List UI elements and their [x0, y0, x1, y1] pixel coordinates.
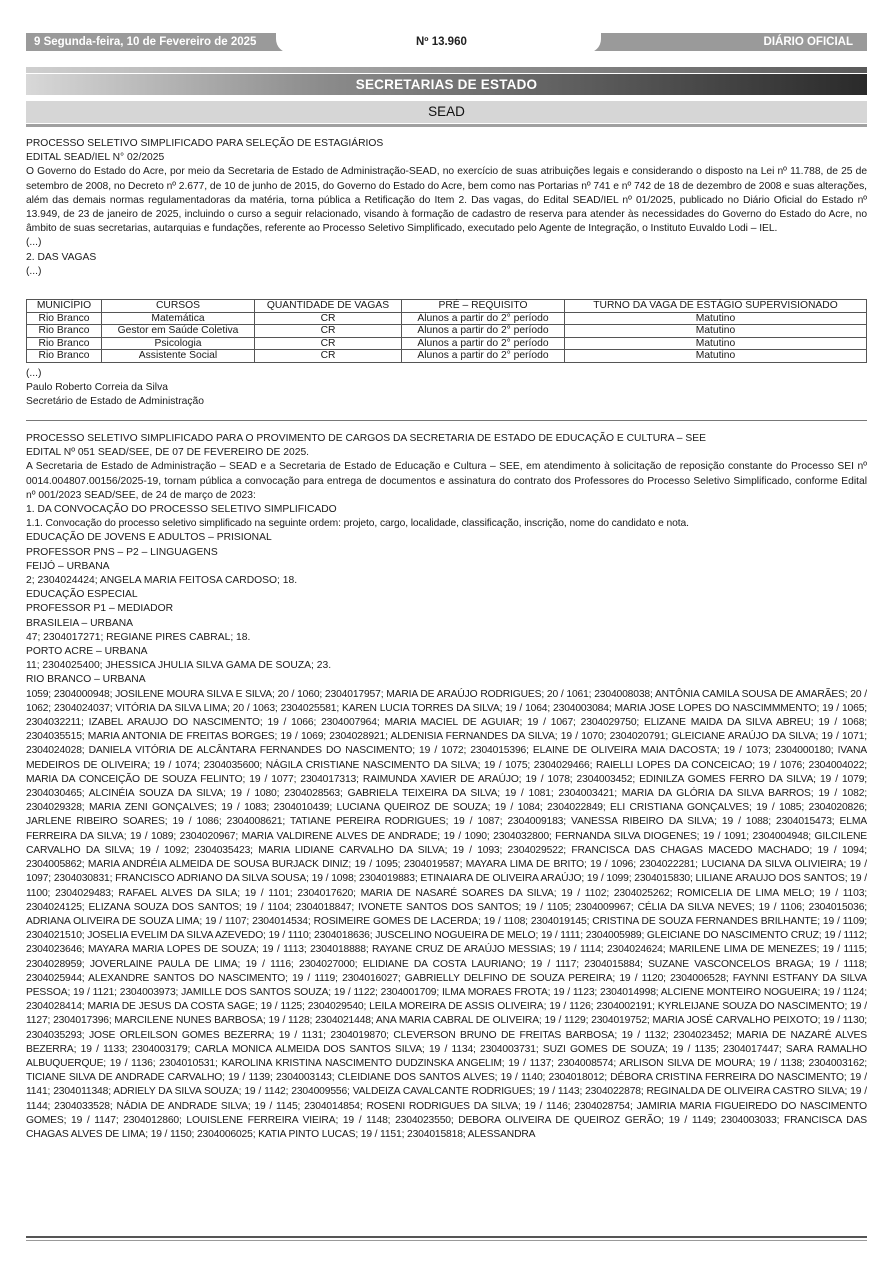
- table-cell: CR: [255, 350, 402, 363]
- vagas-table: [26, 299, 867, 363]
- doc2-line: PORTO ACRE – URBANA: [26, 646, 148, 658]
- doc1-title: PROCESSO SELETIVO SIMPLIFICADO PARA SELEÇÃO DE ESTAGIÁRIOS: [26, 138, 384, 149]
- table-header-cell: PRÉ – REQUISITO: [402, 300, 565, 313]
- header-journal-name: DIÁRIO OFICIAL: [763, 36, 853, 48]
- doc2-line: BRASILEIA – URBANA: [26, 617, 134, 629]
- table-header-cell: CURSOS: [102, 300, 255, 313]
- section-divider: [26, 124, 867, 127]
- doc1-ellipsis: (...): [26, 368, 42, 379]
- doc2-line: 1. DA CONVOCAÇÃO DO PROCESSO SELETIVO SIMPLIFICADO: [26, 504, 337, 516]
- table-cell: Rio Branco: [27, 337, 102, 350]
- doc1-paragraph: O Governo do Estado do Acre, por meio da Secretaria de Estado de Administração-SEAD, no exercício de suas atribuições legais e considerando o disposto na Lei nº 11.788, de 25 de setembro de 2008, no Decreto nº 2.677, de 10 de junho de 2015, do Governo do Estado do Acre, bem como nas Portarias nº 741 e nº 742 de 18 de dezembro de 2008 e suas alterações, além das demais normas regulamentadoras da matéria, torna pública a Retificação do Item 2. Das vagas, do Edital SEAD/IEL nº 01/2025, publicado no Diário Oficial do Estado nº 13.949, de 23 de janeiro de 2025, incluindo o curso a seguir relacionado, visando à formação de cadastro de reserva para atender às necessidades do Governo do Estado do Acre, no âmbito de suas secretarias, autarquias e fundações, referente ao Processo Seletivo Simplificado, executado pelo Agente de Integração, o Instituto Euvaldo Lodi – IEL.: [26, 166, 867, 235]
- table-cell: Matutino: [565, 350, 867, 363]
- section-title-band: [26, 74, 867, 95]
- candidate-list: 1059; 2304000948; JOSILENE MOURA SILVA E SILVA; 20 / 1060; 2304017957; MARIA DE ARAÚJO RODRIGUES; 20 / 1061; 2304008038; ANTÔNIA CAMILA SOUSA DE AMARÃES; 20 / 1062; 2304024037; VITÓRIA DA SILVA LIMA; 20 / 1063; 2304025581; KAREN LUCIA TORRES DA SILVA; 19 / 1064; 2304003084; MARIA JOSE LOPES DO NASCIMMMENTO; 19 / 1065; 2304032211; IZABEL ARAUJO DO NASCIMENTO; 19 / 1066; 2304007964; MARIA MACIEL DE AGUIAR; 19 / 1067; 2304029750; ELIZANE MAIDA DA SILVA ABREU; 19 / 1068; 2304035515; MARIA ANTONIA DE FREITAS BORGES; 19 / 1069; 2304028921; ALDENISIA FERNANDES DA SILVA; 19 / 1070; 2304020791; GLEICIANE ARAÚJO DA SILVA; 19 / 1071; 2304024028; DANIELA VITÓRIA DE ALCÂNTARA FERNANDES DO NASCIMENTO; 19 / 1072; 2304015396; ELAINE DE OLIVEIRA MAIA DACOSTA; 19 / 1073; 2304000180; IVANA MEDEIROS DE OLIVEIRA; 19 / 1074; 2304035600; NÁGILA CRISTIANE NASCIMENTO DA SILVA; 19 / 1075; 2304029466; RAIELLI LOPES DA CONCEICAO; 19 / 1076; 2304004022; MARIA DA CONCEIÇÃO DE SOUZA FELINTO; 19 / 1077; 2304017313; RAIMUNDA XAVIER DE ARAÚJO; 19 / 1078; 2304003452; EDINILZA GOMES FERRO DA SILVA; 19 / 1079; 2304030465; ALCINÉIA SOUZA DA SILVA; 19 / 1080; 2304028563; GABRIELA TEIXEIRA DA SILVA; 19 / 1081; 2304003421; MARIA DA GLÓRIA DA SILVA BARROS; 19 / 1082; 2304029328; MARIA ZENI GONÇALVES; 19 / 1083; 2304010439; LUCIANA QUEIROZ DE SOUZA; 19 / 1084; 2304022849; ELI CRISTIANA GONÇALVES; 19 / 1085; 2304020826; JARLENE RIBEIRO SOARES; 19 / 1086; 2304008621; TATIANE PEREIRA RODRIGUES; 19 / 1087; 2304009183; VANESSA RIBEIRO DA SILVA; 19 / 1088; 2304015473; ELMA FERREIRA DA SILVA; 19 / 1089; 2304020967; MARIA VALDIRENE ALVES DE ANDRADE; 19 / 1090; 2304032800; FERNANDA SILVA DIOGENES; 19 / 1091; 2304004948; GILCILENE CARVALHO DA SILVA; 19 / 1092; 2304035423; MARIA LIDIANE CARVALHO DA SILVA; 19 / 1093; 2304029522; FRANCISCA DAS CHAGAS MACEDO MACHADO; 19 / 1094; 2304005862; MARIA ANDRÉIA ALMEIDA DE SOUSA BURJACK DINIZ; 19 / 1095; 2304019587; MAYARA LIMA DE BRITO; 19 / 1096; 2304022281; LUCIANA DA SILVA OLIVIEIRA; 19 / 1097; 2304030831; FRANCISCO ADRIANO DA SILVA SOUSA; 19 / 1098; 2304019883; ETINAIARA DE OLIVEIRA ARAÚJO; 19 / 1099; 2304015830; LILIANE ARAUJO DOS SANTOS; 19 / 1100; 2304029483; RAFAEL ALVES DA SILA; 19 / 1101; 2304017620; MARIA DE NASARÉ SOARES DA SILVA; 19 / 1102; 2304025262; ROMICELIA DE LIMA MELO; 19 / 1103; 2304024125; ELIZANA SOUZA DOS SANTOS; 19 / 1104; 2304018847; IVONETE SANTOS DOS SANTOS; 19 / 1105; 2304009967; CÉLIA DA SILVA NEVES; 19 / 1106; 2304015036; ADRIANA OLIVEIRA DE SOUZA LIMA; 19 / 1107; 2304014534; ROSIMEIRE GOMES DE LACERDA; 19 / 1108; 2304019145; CRISTINA DE SOUZA FERNANDES BRILHANTE; 19 / 1109; 2304021510; JOSELIA EVELIM DA SILVA AZEVEDO; 19 / 1110; 2304018636; JUSCELINO NOGUEIRA DE MELO; 19 / 1111; 2304005989; GLEICIANE DO NASCIMENTO CRUZ; 19 / 1112; 2304023646; MAYARA MARIA LOPES DE SOUZA; 19 / 1113; 2304018888; RAYANE CRUZ DE ARAÚJO MESSIAS; 19 / 1114; 2304024624; MARILENE LIMA DE MENEZES; 19 / 1115; 2304028959; JOVERLAINE PAULA DE LIMA; 19 / 1116; 2304027000; ELIDIANE DA COSTA LAURIANO; 19 / 1117; 2304015884; SUZANE VASCONCELOS BRAGA; 19 / 1118; 2304025944; ALEXANDRE SANTOS DO NASCIMENTO; 19 / 1119; 2304016027; GABRIELLY DELFINO DE SOUZA PEREIRA; 19 / 1120; 2304006528; FAYNNI ESTFANY DA SILVA PESSOA; 19 / 1121; 2304003973; JAMILLE DOS SANTOS SOUZA; 19 / 1122; 2304001709; ILMA MORAES FROTA; 19 / 1123; 2304014998; ALCIENE MONTEIRO NOGUEIRA; 19 / 1124; 2304028414; MARIA DE JESUS DA COSTA SAGE; 19 / 1125; 2304029540; LEILA MOREIRA DE ASSIS OLIVEIRA; 19 / 1126; 2304002191; KYRLEIJANE SOUZA DO NASCIMENTO; 19 / 1127; 2304017396; MARCILENE NUNES BARBOSA; 19 / 1128; 2304021448; ANA MARIA CABRAL DE OLIVEIRA; 19 / 1129; 2304019752; MARIA JOSÉ CARVALHO PEIXOTO; 19 / 1130; 2304035293; JOSE ORLEILSON GOMES BEZERRA; 19 / 1131; 2304019870; CLEVERSON BRUNO DE FREITAS BARBOSA; 19 / 1132; 2304023452; MARIA DE NAZARÉ ALVES BEZERRA; 19 / 1133; 2304003179; CARLA MONICA ALMEIDA DOS SANTOS SILVA; 19 / 1134; 2304003731; SUZI GOMES DE SOUZA; 19 / 1135; 2304017447; SARA RAMALHO ALBUQUERQUE; 19 / 1136; 2304010531; KAROLINA KRISTINA NASCIMENTO DUDZINSKA ANGELIM; 19 / 1137; 2304008574; ARLISON SILVA DE MOURA; 19 / 1138; 2304003162; TICIANE SILVA DE ANDRADE CARVALHO; 19 / 1139; 2304003143; CLEIDIANE DOS SANTOS ALVES; 19 / 1140; 2304018012; DÉBORA CRISTINA FERREIRA DO NASCIMENTO; 19 / 1141; 2304011348; ADRIELY DA SILVA SOUZA; 19 / 1142; 2304009556; VALDEIZA CAVALCANTE RODRIGUES; 19 / 1143; 2304022878; REGINALDA DE OLIVEIRA CASTRO SILVA; 19 / 1144; 2304033528; NÁDIA DE ANDRADE SILVA; 19 / 1145; 2304014854; ROSENI RODRIGUES DA SILVA; 19 / 1146; 2304028754; JAMIRIA MARIA FIGUEIREDO DO NASCIMENTO GOMES; 19 / 1147; 2304012860; LOUISLENE FERREIRA VIEIRA; 19 / 1148; 2304023550; DEBORA OLIVEIRA DE QUEIROZ GERÃO; 19 / 1149; 2304003033; FRANCISCA DAS CHAGAS ALVES DE LIMA; 19 / 1150; 2304006025; KATIA PINTO LUCAS; 19 / 1151; 2304015818; ALESSANDRA: [26, 688, 867, 1140]
- table-cell: Matutino: [565, 312, 867, 325]
- doc2-line: 11; 2304025400; JHESSICA JHULIA SILVA GAMA DE SOUZA; 23.: [26, 660, 332, 672]
- doc2-line: EDUCAÇÃO DE JOVENS E ADULTOS – PRISIONAL: [26, 532, 272, 544]
- signer-role: Secretário de Estado de Administração: [26, 396, 205, 408]
- table-cell: Assistente Social: [102, 350, 255, 363]
- doc1-signature-block: [26, 367, 867, 410]
- table-cell: Rio Branco: [27, 325, 102, 338]
- doc2-title: PROCESSO SELETIVO SIMPLIFICADO PARA O PROVIMENTO DE CARGOS DA SECRETARIA DE ESTADO DE EDUCAÇÃO E CULTURA – SEE: [26, 433, 706, 444]
- footer-rule: [26, 1236, 867, 1238]
- table-header-cell: MUNICÍPIO: [27, 300, 102, 313]
- doc1-block: [26, 137, 867, 279]
- doc2-line: EDUCAÇÃO ESPECIAL: [26, 589, 138, 601]
- doc2-line: 1.1. Convocação do processo seletivo simplificado na seguinte ordem: projeto, cargo, localidade, classificação, inscrição, nome do candidato e nota.: [26, 518, 689, 530]
- doc2-line: PROFESSOR P1 – MEDIADOR: [26, 603, 174, 615]
- doc2-line: 47; 2304017271; REGIANE PIRES CABRAL; 18.: [26, 631, 251, 643]
- table-row: [27, 325, 867, 338]
- table-cell: Rio Branco: [27, 350, 102, 363]
- doc1-ellipsis: (...): [26, 265, 42, 277]
- doc2-line: PROFESSOR PNS – P2 – LINGUAGENS: [26, 546, 218, 558]
- signer-name: Paulo Roberto Correia da Silva: [26, 382, 168, 394]
- table-header-cell: TURNO DA VAGA DE ESTÁGIO SUPERVISIONADO: [565, 300, 867, 313]
- doc2-paragraph: A Secretaria de Estado de Administração – SEAD e a Secretaria de Estado de Educação e Cultura – SEE, em atendimento à solicitação de reposição constante do Processo SEI nº 0014.004807.00156/2025-19, tornam pública a convocação para entrega de documentos e assinatura do contrato dos Professores do Processo Seletivo Simplificado, conforme Edital nº 001/2023 SEAD/SEE, de 24 de março de 2023:: [26, 461, 867, 501]
- document-separator: [26, 420, 867, 421]
- table-header-cell: QUANTIDADE DE VAGAS: [255, 300, 402, 313]
- doc1-section-vagas: 2. DAS VAGAS: [26, 251, 97, 263]
- table-cell: Gestor em Saúde Coletiva: [102, 325, 255, 338]
- table-cell: Matemática: [102, 312, 255, 325]
- table-row: [27, 337, 867, 350]
- table-cell: Alunos a partir do 2° período: [402, 325, 565, 338]
- doc2-line: 2; 2304024424; ANGELA MARIA FEITOSA CARDOSO; 18.: [26, 575, 298, 587]
- section-band-top: [26, 67, 867, 73]
- section-title: SECRETARIAS DE ESTADO: [355, 77, 538, 92]
- header-issue-number: Nº 13.960: [416, 36, 467, 48]
- table-cell: CR: [255, 337, 402, 350]
- table-cell: CR: [255, 325, 402, 338]
- table-cell: Alunos a partir do 2° período: [402, 312, 565, 325]
- table-cell: CR: [255, 312, 402, 325]
- table-row: [27, 312, 867, 325]
- doc2-line: FEIJÓ – URBANA: [26, 560, 110, 572]
- doc1-ellipsis: (...): [26, 237, 42, 249]
- doc1-edital: EDITAL SEAD/IEL N° 02/2025: [26, 152, 165, 164]
- header-date: 9 Segunda-feira, 10 de Fevereiro de 2025: [34, 36, 257, 48]
- doc2-block: [26, 432, 867, 1242]
- table-cell: Rio Branco: [27, 312, 102, 325]
- doc2-line: RIO BRANCO – URBANA: [26, 674, 146, 686]
- table-cell: Alunos a partir do 2° período: [402, 337, 565, 350]
- table-cell: Alunos a partir do 2° período: [402, 350, 565, 363]
- doc2-edital: EDITAL Nº 051 SEAD/SEE, DE 07 DE FEVEREIRO DE 2025.: [26, 447, 310, 459]
- table-cell: Matutino: [565, 325, 867, 338]
- section-subtitle-band: [26, 101, 867, 123]
- footer-rule-thin: [26, 1240, 867, 1241]
- section-subtitle: SEAD: [428, 104, 465, 119]
- table-cell: Matutino: [565, 337, 867, 350]
- table-header-row: [27, 300, 867, 313]
- table-cell: Psicologia: [102, 337, 255, 350]
- table-row: [27, 350, 867, 363]
